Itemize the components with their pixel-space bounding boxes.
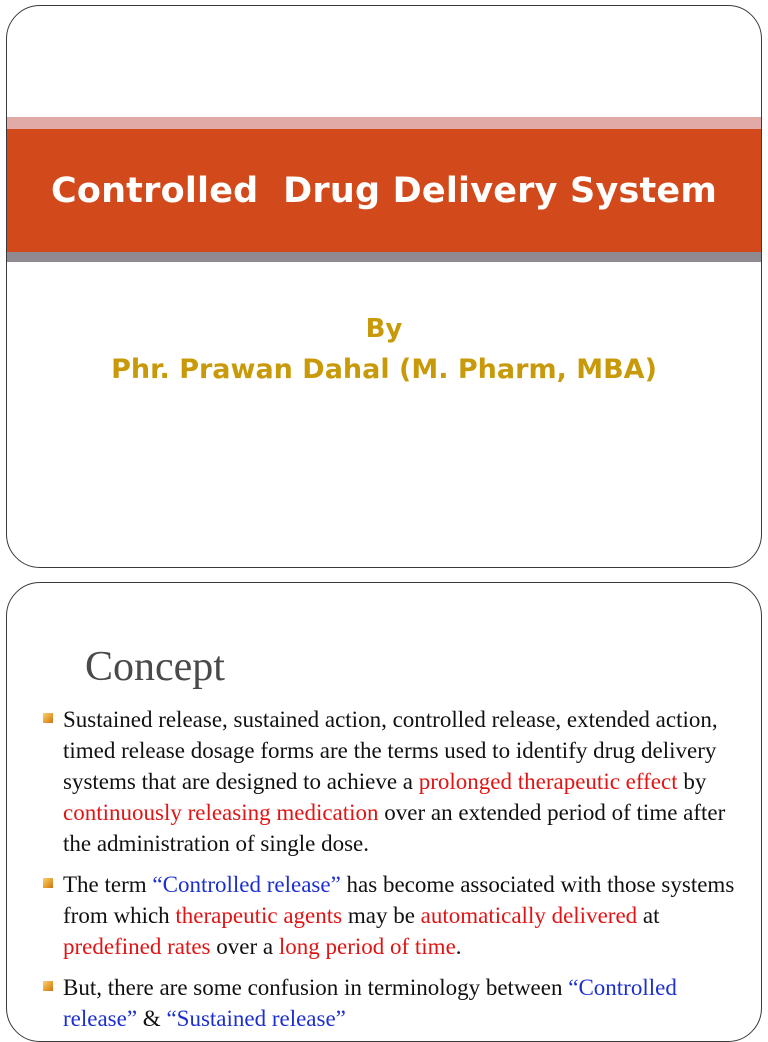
bullet-text-segment: by: [677, 769, 707, 794]
accent-strip-top: [7, 117, 761, 129]
by-label: By: [365, 314, 403, 344]
title-band: [7, 129, 761, 252]
slide-heading: Concept: [85, 644, 225, 690]
bullet-text-segment: &: [137, 1006, 167, 1031]
square-bullet-icon: [43, 981, 53, 991]
author-name: Phr. Prawan Dahal (M. Pharm, MBA): [111, 354, 657, 385]
title-slide: [6, 5, 762, 568]
bullet-text-segment: long period of time: [278, 934, 456, 959]
bullet-list: [41, 704, 741, 1042]
bullet-text-segment: predefined rates: [63, 934, 211, 959]
bullet-text-segment: therapeutic agents: [175, 903, 343, 928]
bullet-text-segment: at: [637, 903, 660, 928]
bullet-text-segment: But, there are some confusion in terminology between: [63, 975, 569, 1000]
bullet-text-segment: automatically delivered: [420, 903, 638, 928]
concept-slide: [6, 582, 762, 1042]
bullet-text-segment: prolonged therapeutic effect: [418, 769, 678, 794]
bullet-text-segment: may be: [342, 903, 421, 928]
bullet-text-segment: over an extended period of time after the administration of single dose.: [63, 800, 726, 856]
bullet-text-segment: over a: [210, 934, 279, 959]
bullet-text-segment: Sustained release, sustained action, controlled release, extended action, timed release dosage forms are the terms used to identify drug delivery systems that are designed to achieve a: [63, 707, 718, 794]
slide-title: Controlled Drug Delivery System: [50, 170, 718, 211]
bullet-item: [41, 869, 741, 962]
square-bullet-icon: [43, 713, 53, 723]
bullet-text-segment: .: [455, 934, 462, 959]
bullet-item: [41, 704, 741, 859]
bullet-text-segment: “Controlled release”: [63, 975, 677, 1031]
bullet-text-segment: continuously releasing medication: [63, 800, 379, 825]
bullet-text-segment: “Sustained release”: [166, 1006, 346, 1031]
bullet-text-segment: “Controlled release”: [152, 872, 341, 897]
bullet-text-segment: has become associated with those systems from which: [63, 872, 735, 928]
accent-strip-bottom: [7, 252, 761, 262]
bullet-item: [41, 972, 741, 1034]
square-bullet-icon: [43, 878, 53, 888]
bullet-text-segment: The term: [63, 872, 153, 897]
